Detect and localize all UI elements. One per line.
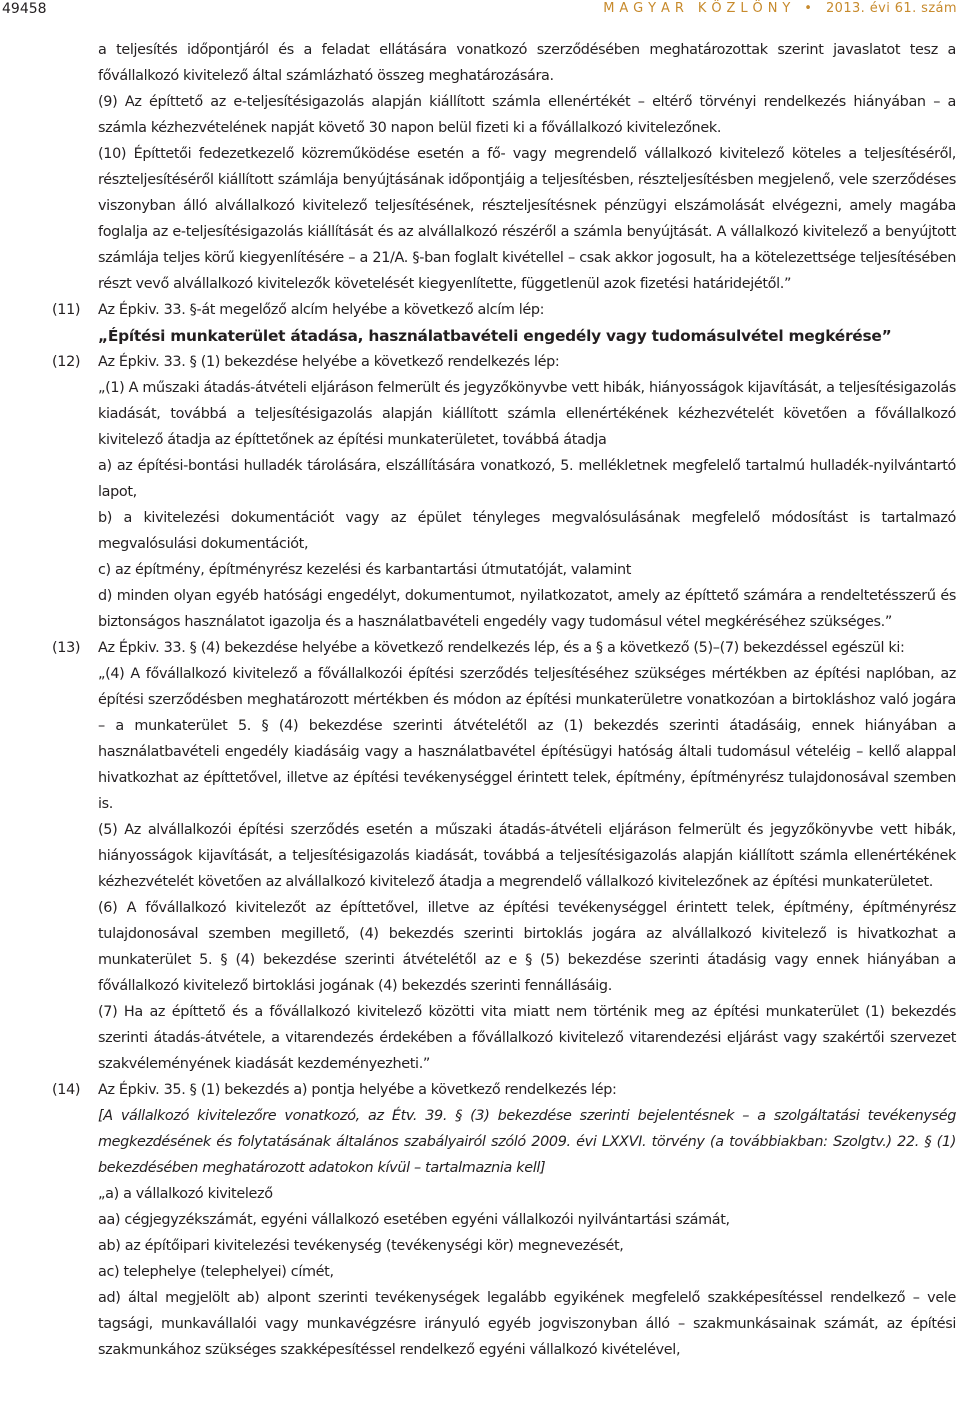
amendment-item-11 [0,297,960,349]
page-header [0,0,960,30]
clause-point-c: c) az építmény, építményrész kezelési és karbantartási útmutatóját, valamint [98,562,632,578]
amendment-item-14 [0,1077,960,1363]
item-text: Az Épkiv. 35. § (1) bekezdés a) pontja helyébe a következő rendelkezés lép: [98,1082,617,1098]
clause-point-aa: aa) cégjegyzékszámát, egyéni vállalkozó esetében egyéni vállalkozói nyilvántartási számát, [98,1212,730,1228]
clause-point-ad: ad) által megjelölt ab) alpont szerinti tevékenységek legalább egyikének megfelelő szakképesítéssel rendelkező – vele tagsági, munkavállalói vagy munkavégzésre irányuló egyéb jogviszonyban álló – szakmunkásainak számát, az építési szakmunkához szükséges szakképesítéssel rendelkező egyéni vállalkozó kivételével, [98,1290,956,1358]
item-number: (13) [52,640,81,656]
item-number: (14) [52,1082,81,1098]
clause-point-a: a) az építési-bontási hulladék tárolására, elszállítására vonatkozó, 5. mellékletnek megfelelő tartalmú hulladék-nyilvántartó lapot, [98,458,956,500]
clause-point-b: b) a kivitelezési dokumentációt vagy az épület tényleges megvalósulásának megfelelő módosítást is tartalmazó megvalósulási dokumentációt, [98,510,956,552]
clause-paragraph-4: „(4) A fővállalkozó kivitelező a fővállalkozói építési szerződés teljesítéséhez szükséges mértékben az építési naplóban, az építési szerződésben meghatározott mértékben és módon az építési munkaterületre vonatkozóan a birtokláshoz való jogára – a munkaterület 5. § (4) bekezdése szerinti átvételétől az (1) bekezdés szerinti átadásáig, ennek hiányában a használatbavételi engedély kiadásáig vagy a használatbavétel építésügyi hatóság általi tudomásul vételéig – kellő alappal hivatkozhat az építtetővel, illetve az építési tevékenységgel érintett telek, építmény, építményrész tulajdonosával szemben is. [98,666,956,812]
clause-paragraph-6: (6) A fővállalkozó kivitelezőt az építtetővel, illetve az építési tevékenységgel érintett telek, építmény, építményrész tulajdonosával szemben megillető, (4) bekezdés szerinti birtoklás jogára az alvállalkozó kivitelező is hivatkozhat a munkaterület 5. § (4) bekezdése szerinti átvételétől az e § (5) bekezdése szerinti átadásig vagy ennek hiányában a fővállalkozó kivitelező birtoklási jogának (4) bekezdés szerinti fennállásáig. [98,900,956,994]
clause-paragraph-5: (5) Az alvállalkozói építési szerződés esetén a műszaki átadás-átvételi eljáráson felmerült és jegyzőkönyvbe vett hibák, hiányosságok kijavítását, a teljesítésigazolás kiadását, továbbá a teljesítésigazolás alapján kiállított számla ellenértékének kézhezvételét követően az alvállalkozó kivitelező átadja a megrendelő vállalkozó kivitelezőnek az építési munkaterületet. [98,822,956,890]
paragraph-continuation: a teljesítés időpontjáról és a feladat ellátására vonatkozó szerződésében meghatározottak szerint javaslatot tesz a fővállalkozó kivitelező által számlázható összeg meghatározására. [98,42,956,84]
amendment-item-12 [0,349,960,635]
item-text: Az Épkiv. 33. §-át megelőző alcím helyébe a következő alcím lép: [98,302,545,318]
clause-point-ac: ac) telephelye (telephelyei) címét, [98,1264,334,1280]
item-text: Az Épkiv. 33. § (4) bekezdése helyébe a következő rendelkezés lép, és a § a következő (5)–(7) bekezdéssel egészül ki: [98,640,905,656]
paragraph-10: (10) Építtetői fedezetkezelő közreműködése esetén a fő- vagy megrendelő vállalkozó kivitelező köteles a teljesítéséről, részteljesítéséről kiállított számlája benyújtásának időpontjáig a teljesítésben, részteljesítésben megjelenő, vele szerződéses viszonyban álló alvállalkozó kivitelező teljesítésének, részteljesítésnek pénzügyi elszámolását elvégezni, amely magába foglalja az e-teljesítésigazolás kiállítását és az alvállalkozó részéről a számla benyújtását. A vállalkozó kivitelező a benyújtott számlája teljes körű kiegyenlítésére – a 21/A. §-ban foglalt kivétellel – csak akkor jogosult, ha a kötelezettsége teljesítésében részt vevő alvállalkozó kivitelezők követelését kiegyenlítette, függetlenül azok fizetési határidejétől.” [98,146,956,292]
clause-paragraph-7: (7) Ha az építtető és a fővállalkozó kivitelező közötti vita miatt nem történik meg az építési munkaterület (1) bekezdés szerinti átadás-átvétele, a vitarendezés érdekében a fővállalkozó kivitelező vitarendezési eljárást vagy szakértői szervezet szakvéleményének kiadását kezdeményezheti.” [98,1004,956,1072]
journal-title: M A G Y A R K Ö Z L Ö N Y • 2013. évi 61. szám [603,1,957,16]
clause-point-ab: ab) az építőipari kivitelezési tevékenység (tevékenységi kör) megnevezését, [98,1238,624,1254]
page-number: 49458 [2,1,47,17]
clause-point-a: „a) a vállalkozó kivitelező [98,1186,273,1202]
paragraph-9: (9) Az építtető az e-teljesítésigazolás alapján kiállított számla ellenértékét – eltérő törvényi rendelkezés hiányában – a számla kézhezvételének napját követő 30 napon belül fizeti ki a fővállalkozó kivitelezőnek. [98,94,956,136]
document-body [0,37,960,1363]
item-number: (12) [52,354,81,370]
clause-point-d: d) minden olyan egyéb hatósági engedélyt, dokumentumot, nyilatkozatot, amely az építtető számára a rendeltetésszerű és biztonságos használatot igazolja és a használatbavételi engedély vagy tudomásul vétel megkéréséhez szükséges.” [98,588,956,630]
clause-paragraph: „(1) A műszaki átadás-átvételi eljáráson felmerült és jegyzőkönyvbe vett hibák, hiányosságok kijavítását, a teljesítésigazolás kiadását, továbbá a teljesítésigazolás alapján kiállított számla ellenértékének kézhezvételét követően a fővállalkozó kivitelező átadja az építtetőnek az építési munkaterületet, továbbá átadja [98,380,956,448]
italic-context: [A vállalkozó kivitelezőre vonatkozó, az Étv. 39. § (3) bekezdése szerinti bejelentésnek – a szolgáltatási tevékenység megkezdésének és folytatásának általános szabályairól szóló 2009. évi LXXVI. törvény (a továbbiakban: Szolgtv.) 22. § (1) bekezdésében meghatározott adatokon kívül – tartalmaznia kell] [98,1108,956,1176]
item-number: (11) [52,302,81,318]
amendment-item-13 [0,635,960,1077]
item-text: Az Épkiv. 33. § (1) bekezdése helyébe a következő rendelkezés lép: [98,354,560,370]
subtitle-heading: „Építési munkaterület átadása, használatbavételi engedély vagy tudomásulvétel megkérése” [98,327,892,345]
